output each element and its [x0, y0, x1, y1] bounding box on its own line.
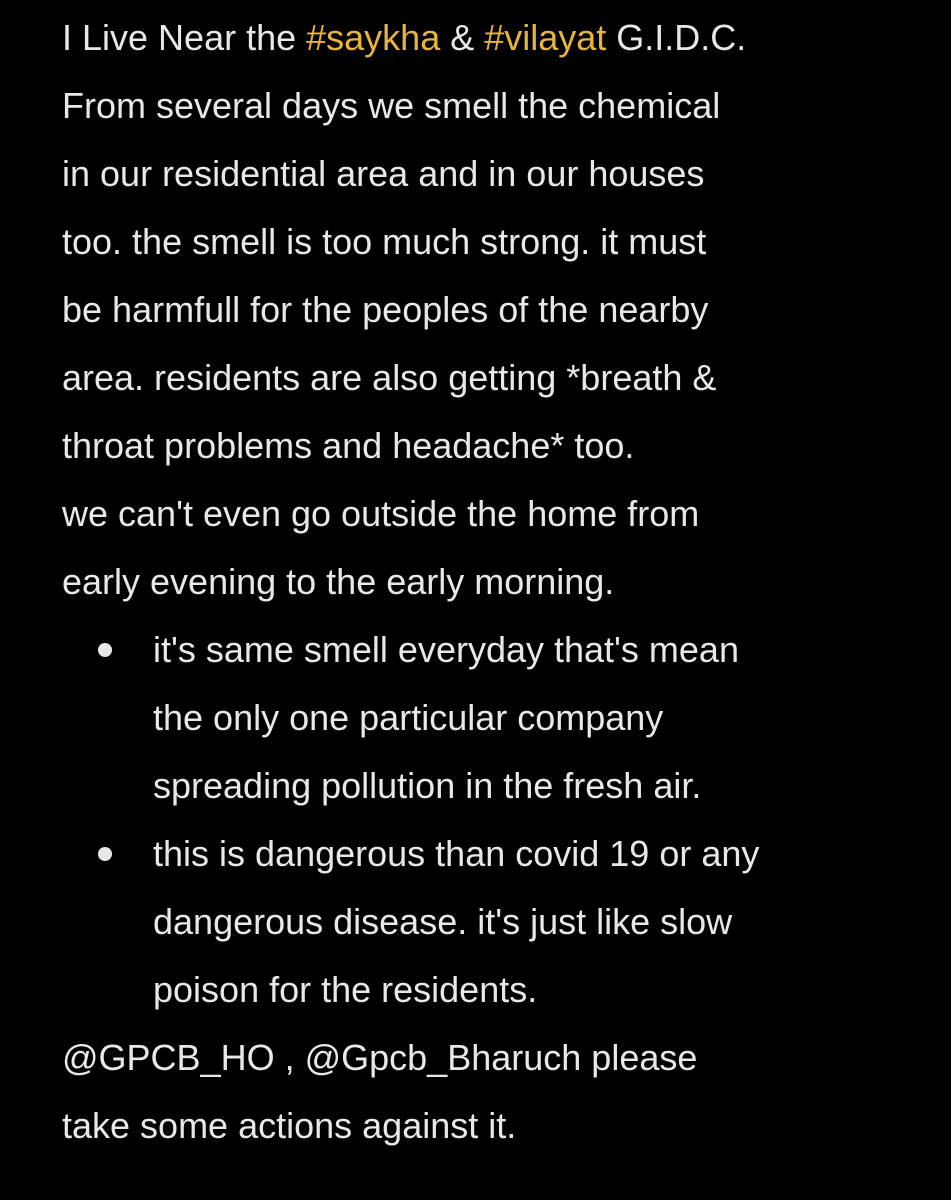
bullet-dot-icon	[98, 643, 112, 657]
bullet-line: poison for the residents.	[153, 969, 538, 1010]
text-line: @GPCB_HO , @Gpcb_Bharuch please	[62, 1037, 698, 1078]
bullet-item	[62, 820, 932, 1024]
notes-text-body	[62, 4, 932, 1160]
bullet-line: dangerous disease. it's just like slow	[153, 901, 733, 942]
bullet-item	[62, 616, 932, 820]
text-line: we can't even go outside the home from	[62, 493, 700, 534]
bullet-line: the only one particular company	[153, 697, 664, 738]
text-line: be harmfull for the peoples of the nearby	[62, 289, 709, 330]
bullet-list	[62, 616, 932, 1024]
text-line: too. the smell is too much strong. it must	[62, 221, 707, 262]
bullet-dot-icon	[98, 847, 112, 861]
text-line: area. residents are also getting *breath &	[62, 357, 717, 398]
text-line: From several days we smell the chemical	[62, 85, 721, 126]
text-line: early evening to the early morning.	[62, 561, 615, 602]
bullet-line: this is dangerous than covid 19 or any	[62, 820, 932, 888]
bullet-line: spreading pollution in the fresh air.	[153, 765, 702, 806]
hashtag-vilayat[interactable]: #vilayat	[484, 17, 607, 58]
hashtag-saykha[interactable]: #saykha	[306, 17, 441, 58]
text-line: throat problems and headache* too.	[62, 425, 635, 466]
text-line: I Live Near the #saykha & #vilayat G.I.D.C.	[62, 17, 747, 58]
bullet-line: it's same smell everyday that's mean	[62, 616, 932, 684]
text-line: take some actions against it.	[62, 1105, 517, 1146]
text-line: in our residential area and in our houses	[62, 153, 705, 194]
